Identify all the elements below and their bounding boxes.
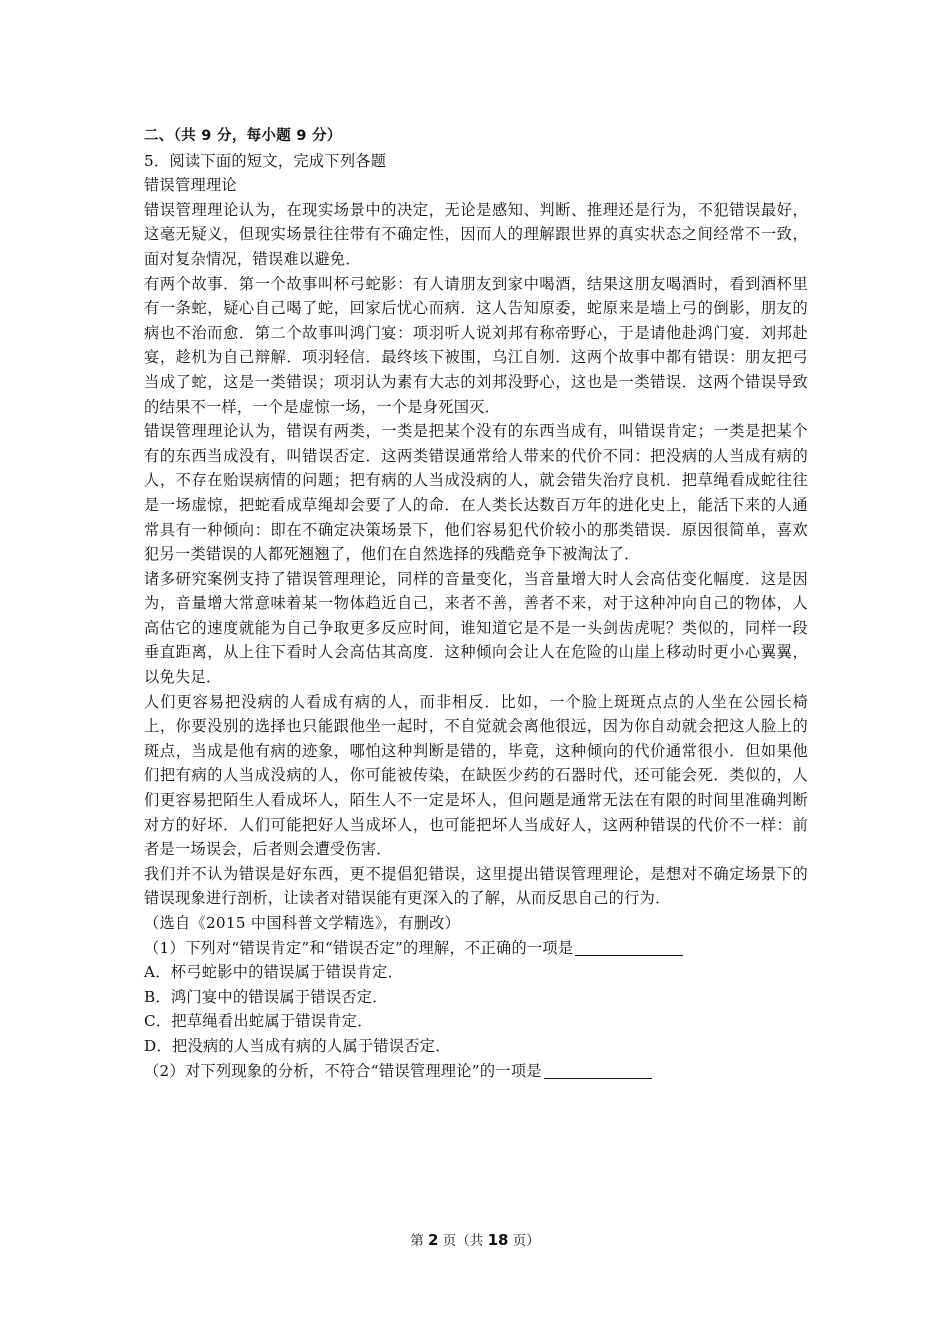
answer-blank[interactable] [575,939,683,956]
paragraph: 我们并不认为错误是好东西，更不提倡犯错误，这里提出错误管理理论，是想对不确定场景下的错误现象进行剖析，让读者对错误能有更深入的了解，从而反思自己的行为． [144,864,808,908]
option-d: D．把没病的人当成有病的人属于错误否定． [144,1036,451,1055]
source-note: （选自《2015 中国科普文学精选》，有删改） [144,914,461,932]
question-2 [144,1059,808,1084]
paragraph: 诸多研究案例支持了错误管理理论，同样的音量变化，当音量增大时人会高估变化幅度．这是因为，音量增大常意味着某一物体趋近自己，来者不善，善者不来，对于这种冲向自己的物体，人高估它的速度就能为自己争取更多反应时间，谁知道它是不是一头剑齿虎呢？类似的，同样一段垂直距离，从上往下看时人会高估其高度．这种倾向会让人在危险的山崖上移动时更小心翼翼，以免失足． [144,569,808,687]
paragraph: 有两个故事．第一个故事叫杯弓蛇影：有人请朋友到家中喝酒，结果这朋友喝酒时，看到酒杯里有一条蛇，疑心自己喝了蛇，回家后忧心而病．这人告知原委，蛇原来是墙上弓的倒影，朋友的病也不治而愈．第二个故事叫鸿门宴：项羽听人说刘邦有称帝野心，于是请他赴鸿门宴．刘邦赴宴，趁机为自己辩解．项羽轻信．最终垓下被围，乌江自刎．这两个故事中都有错误：朋友把弓当成了蛇，这是一类错误；项羽认为素有大志的刘邦没野心，这也是一类错误．这两个错误导致的结果不一样，一个是虚惊一场，一个是身死国灭． [144,274,808,416]
footer-middle: 页（共 [438,1233,488,1249]
page-footer [0,1229,950,1249]
option-b: B．鸿门宴中的错误属于错误否定． [144,987,388,1006]
answer-blank[interactable] [544,1062,652,1079]
option-c: C．把草绳看出蛇属于错误肯定． [144,1012,373,1031]
exam-content [144,124,808,1083]
footer-suffix: 页） [508,1233,540,1249]
footer-prefix: 第 [410,1233,429,1249]
question-intro: 5．阅读下面的短文，完成下列各题 [144,151,387,170]
total-pages: 18 [487,1231,509,1249]
article-title: 错误管理理论 [144,176,237,195]
option-a: A．杯弓蛇影中的错误属于错误肯定． [144,963,404,982]
question-1-stem: （1）下列对“错误肯定”和“错误否定”的理解，不正确的一项是 [144,938,574,957]
question-2-stem: （2）对下列现象的分析，不符合“错误管理理论”的一项是 [144,1061,542,1080]
paragraph: 人们更容易把没病的人看成有病的人，而非相反．比如，一个脸上斑斑点点的人坐在公园长椅上，你要没别的选择也只能跟他坐一起时，不自觉就会离他很远，因为你自动就会把这人脸上的斑点，当成是他有病的迹象，哪怕这种判断是错的，毕竟，这种倾向的代价通常很小．但如果他们把有病的人当成没病的人，你可能被传染，在缺医少药的石器时代，还可能会死．类似的，人们更容易把陌生人看成坏人，陌生人不一定是坏人，但问题是通常无法在有限的时间里准确判断对方的好坏．人们可能把好人当成坏人，也可能把坏人当成好人，这两种错误的代价不一样：前者是一场误会，后者则会遭受伤害． [144,692,808,859]
paragraph: 错误管理理论认为，错误有两类，一类是把某个没有的东西当成有，叫错误肯定；一类是把某个有的东西当成没有，叫错误否定．这两类错误通常给人带来的代价不同：把没病的人当成有病的人，不存在贻误病情的问题；把有病的人当成没病的人，就会错失治疗良机．把草绳看成蛇往往是一场虚惊，把蛇看成草绳却会要了人的命．在人类长达数百万年的进化史上，能活下来的人通常具有一种倾向：即在不确定决策场景下，他们容易犯代价较小的那类错误．原因很简单，喜欢犯另一类错误的人都死翘翘了，他们在自然选择的残酷竞争下被淘汰了． [144,422,808,564]
page-number: 2 [428,1231,439,1249]
question-1 [144,936,808,961]
paragraph: 错误管理理论认为，在现实场景中的决定，无论是感知、判断、推理还是行为，不犯错误最好，这毫无疑义，但现实场景往往带有不确定性，因而人的理解跟世界的真实状态之间经常不一致，面对复杂情况，错误难以避免． [144,200,808,268]
section-heading: 二、（共 9 分，每小题 9 分） [144,128,342,144]
